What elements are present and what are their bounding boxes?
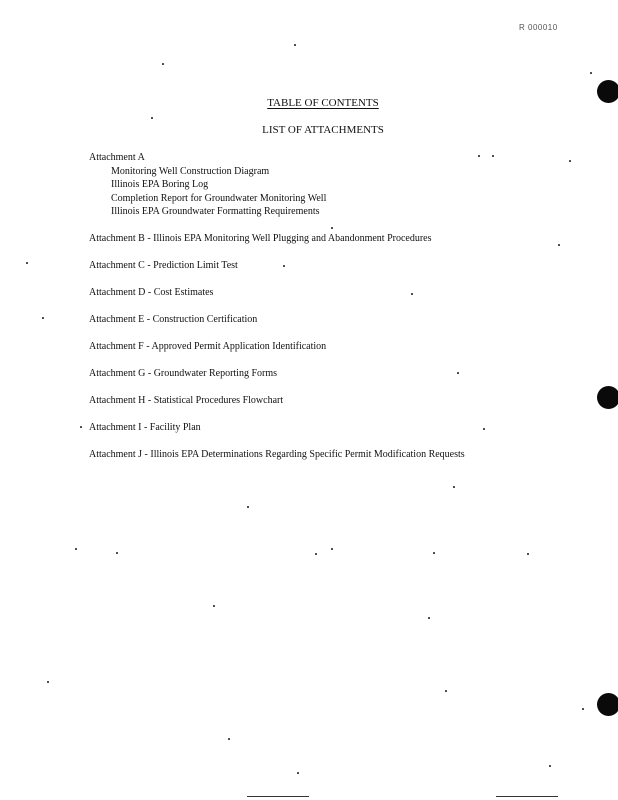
attachment-j: Attachment J - Illinois EPA Determinations Regarding Specific Permit Modification Requests: [89, 449, 465, 460]
page-title: TABLE OF CONTENTS: [267, 97, 379, 109]
page-id: R 000010: [519, 23, 558, 32]
attachment-i: Attachment I - Facility Plan: [89, 422, 201, 433]
scan-speck: [26, 262, 28, 264]
attachment-a-item: Illinois EPA Boring Log: [111, 179, 209, 190]
scan-speck: [492, 155, 494, 157]
scan-speck: [283, 265, 285, 267]
punch-hole-middle: [597, 386, 618, 409]
attachment-a-label: Attachment A: [89, 152, 145, 163]
scan-speck: [213, 605, 215, 607]
scan-speck: [47, 681, 49, 683]
attachment-a-item: Completion Report for Groundwater Monitoring Well: [111, 192, 327, 204]
scan-speck: [457, 372, 459, 374]
attachment-d: Attachment D - Cost Estimates: [89, 287, 214, 298]
punch-hole-bottom: [597, 693, 618, 716]
attachment-b: Attachment B - Illinois EPA Monitoring Well Plugging and Abandonment Procedures: [89, 233, 432, 244]
attachment-e: Attachment E - Construction Certification: [89, 314, 258, 325]
scan-speck: [558, 244, 560, 246]
scan-speck: [549, 765, 551, 767]
scan-speck: [582, 708, 584, 710]
scan-speck: [116, 552, 118, 554]
scan-speck: [569, 160, 571, 162]
scan-speck: [297, 772, 299, 774]
attachment-c: Attachment C - Prediction Limit Test: [89, 260, 238, 271]
attachment-f: Attachment F - Approved Permit Application Identification: [89, 341, 327, 352]
footer-rule-left: [247, 796, 309, 797]
scan-speck: [527, 553, 529, 555]
attachment-g: Attachment G - Groundwater Reporting Forms: [89, 368, 278, 379]
scan-speck: [433, 552, 435, 554]
attachment-list: [89, 151, 465, 475]
scan-speck: [331, 548, 333, 550]
scan-speck: [590, 72, 592, 74]
page-subtitle: LIST OF ATTACHMENTS: [262, 124, 384, 136]
scan-speck: [151, 117, 153, 119]
attachment-a-items: [89, 165, 465, 219]
scan-speck: [411, 293, 413, 295]
scan-speck: [331, 227, 333, 229]
scan-speck: [247, 506, 249, 508]
scan-speck: [428, 617, 430, 619]
scan-speck: [478, 155, 480, 157]
scan-speck: [80, 426, 82, 428]
attachment-a-item: Illinois EPA Groundwater Formatting Requirements: [111, 206, 320, 217]
scan-speck: [315, 553, 317, 555]
footer-rule-right: [496, 796, 558, 797]
attachment-a-item: Monitoring Well Construction Diagram: [111, 165, 270, 177]
scan-speck: [75, 548, 77, 550]
scan-speck: [483, 428, 485, 430]
attachment-h: Attachment H - Statistical Procedures Flowchart: [89, 395, 284, 406]
scan-speck: [162, 63, 164, 65]
scan-speck: [294, 44, 296, 46]
attachment-a: [89, 151, 465, 219]
scan-speck: [42, 317, 44, 319]
scan-speck: [445, 690, 447, 692]
scan-speck: [228, 738, 230, 740]
scan-speck: [453, 486, 455, 488]
